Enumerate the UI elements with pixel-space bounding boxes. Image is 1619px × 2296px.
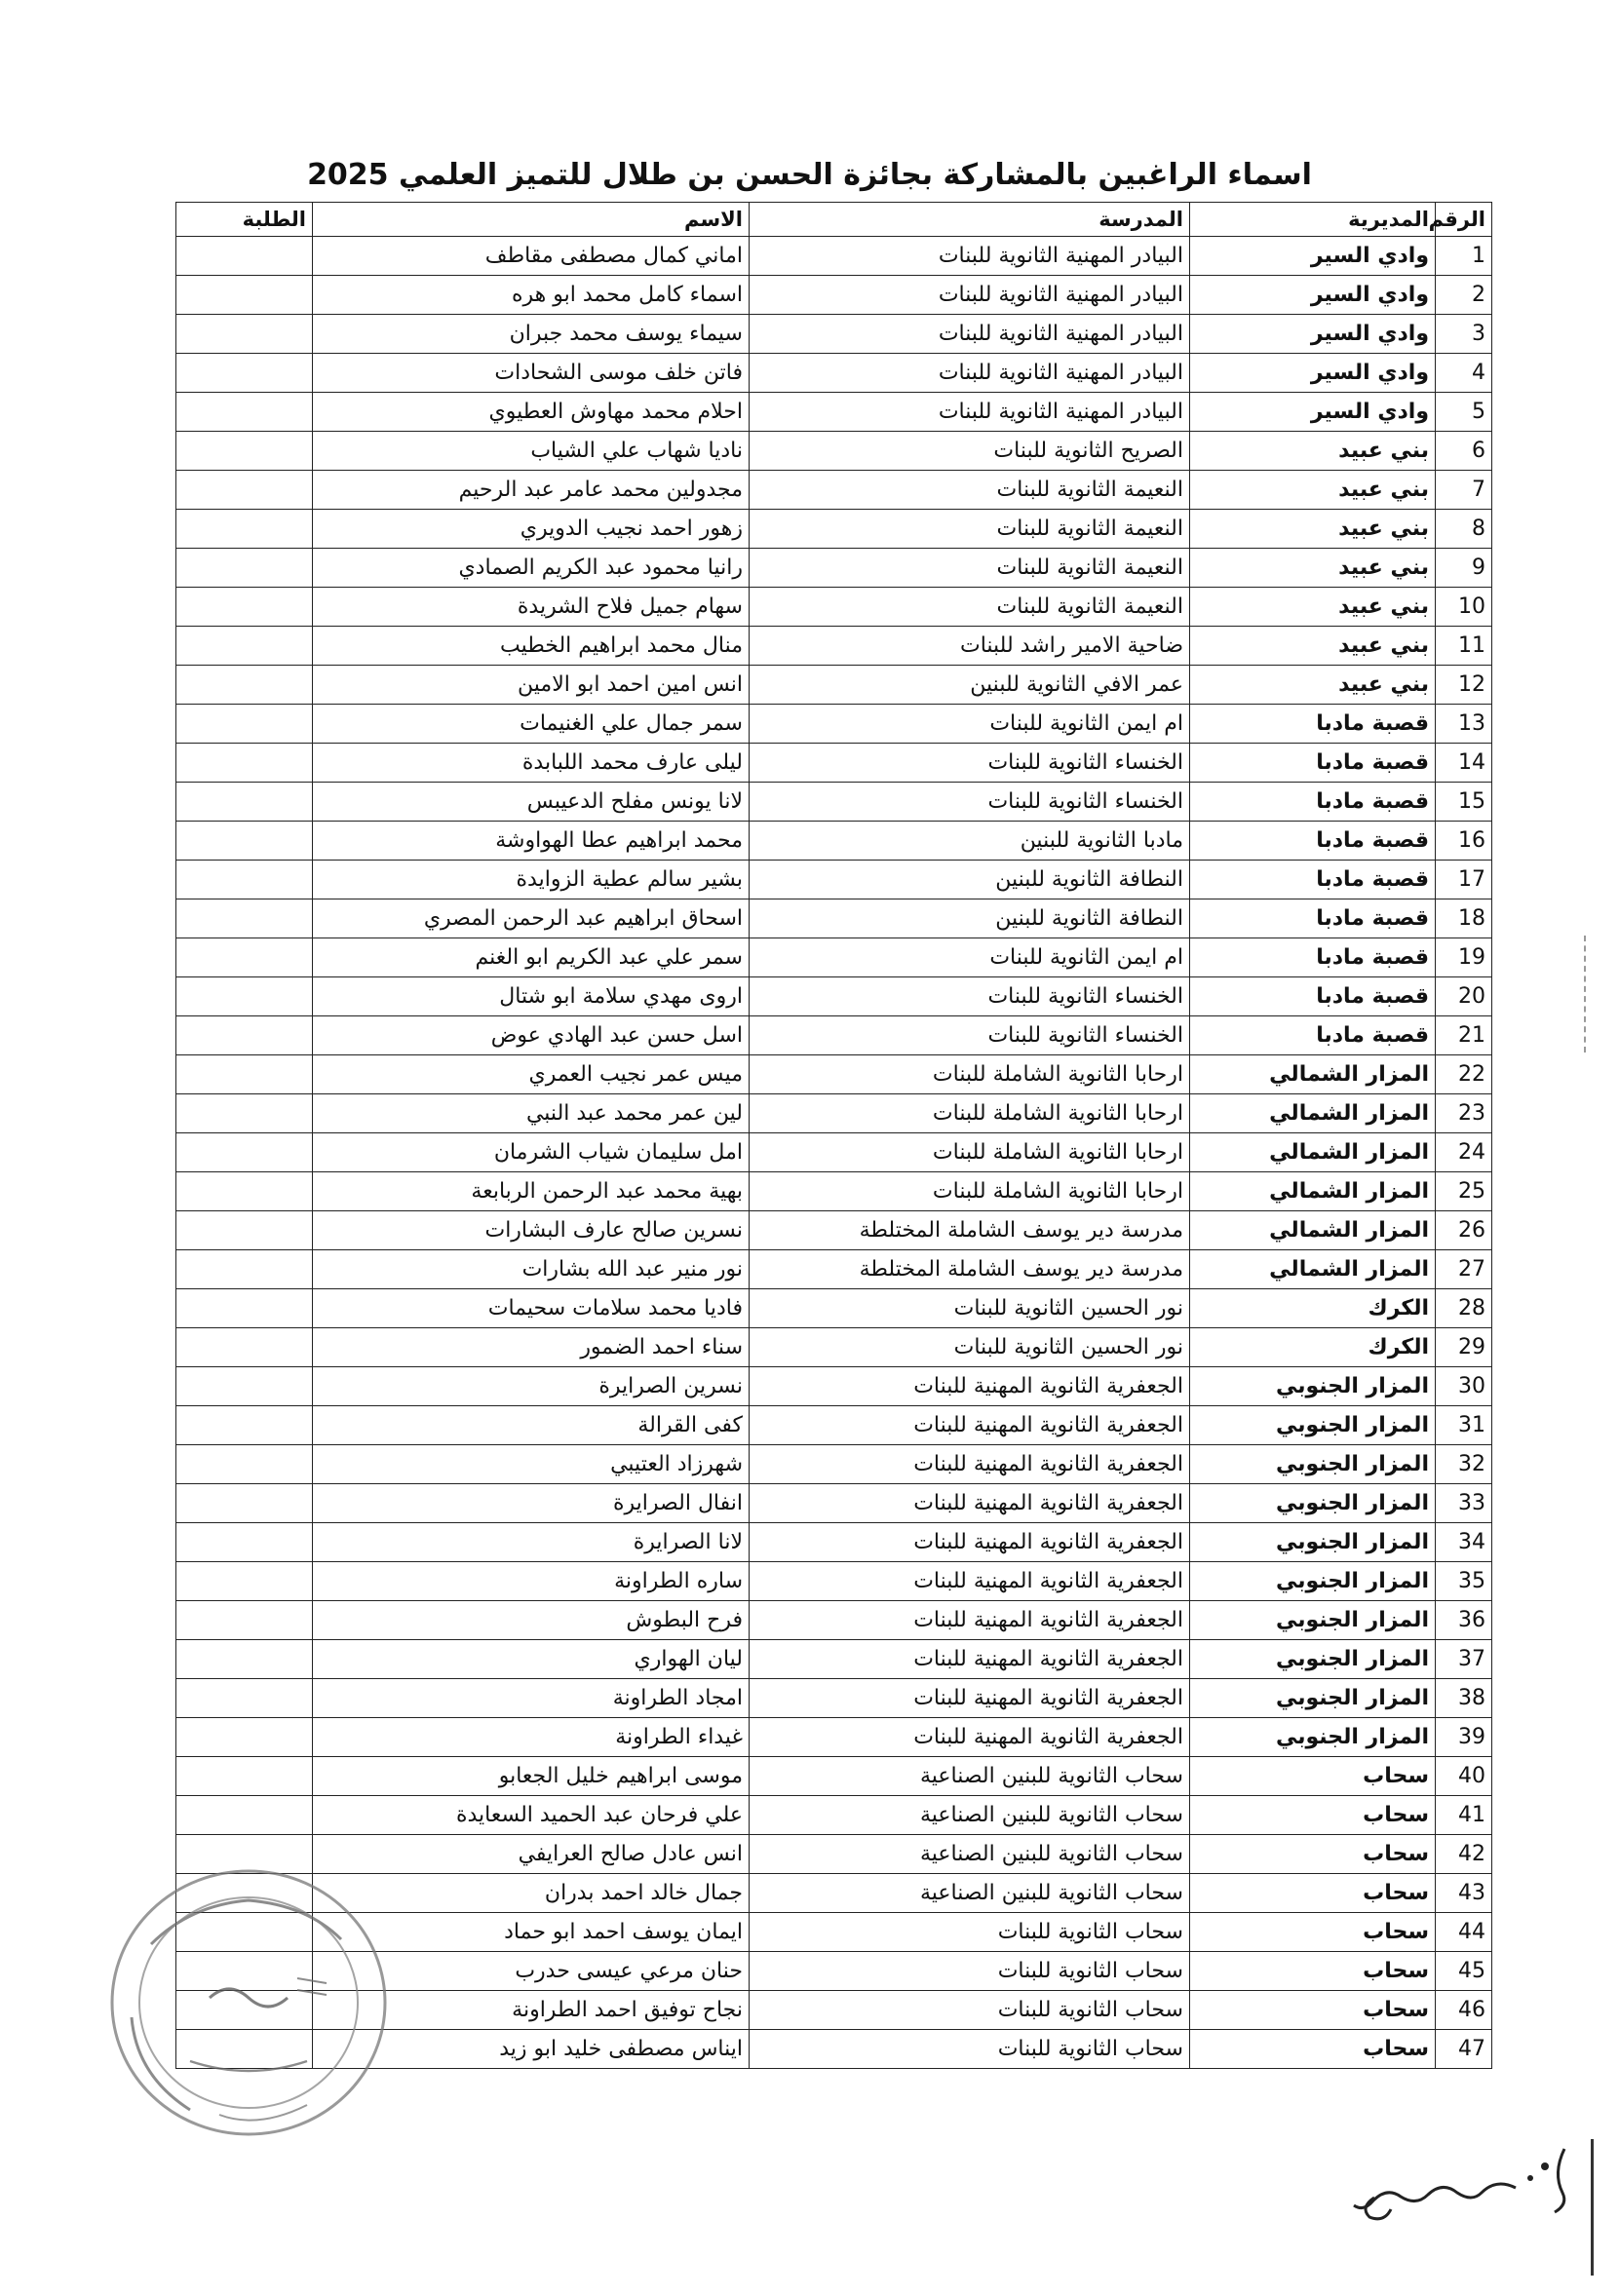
row-students (176, 705, 313, 744)
row-name: اسل حسن عبد الهادي عوض (313, 1016, 750, 1055)
row-name: لانا الصرايرة (313, 1523, 750, 1562)
row-school: ام ايمن الثانوية للبنات (750, 705, 1190, 744)
row-number: 7 (1436, 471, 1492, 510)
row-number: 10 (1436, 588, 1492, 627)
row-students (176, 977, 313, 1016)
row-directorate: الكرك (1190, 1328, 1436, 1367)
row-students (176, 1055, 313, 1094)
row-name: امجاد الطراونة (313, 1679, 750, 1718)
row-directorate: قصبة مادبا (1190, 744, 1436, 783)
row-name: نور منير عبد الله بشارات (313, 1250, 750, 1289)
row-number: 5 (1436, 393, 1492, 432)
table-row (176, 510, 1492, 549)
row-students (176, 938, 313, 977)
table-row (176, 1016, 1492, 1055)
table-row (176, 1757, 1492, 1796)
row-name: اسحاق ابراهيم عبد الرحمن المصري (313, 899, 750, 938)
table-row (176, 237, 1492, 276)
row-directorate: وادي السير (1190, 276, 1436, 315)
table-row (176, 861, 1492, 899)
row-number: 3 (1436, 315, 1492, 354)
row-directorate: سحاب (1190, 1952, 1436, 1991)
table-row (176, 588, 1492, 627)
row-school: الخنساء الثانوية للبنات (750, 1016, 1190, 1055)
table-row (176, 1055, 1492, 1094)
row-directorate: بني عبيد (1190, 471, 1436, 510)
row-number: 1 (1436, 237, 1492, 276)
row-school: البيادر المهنية الثانوية للبنات (750, 393, 1190, 432)
row-students (176, 588, 313, 627)
row-directorate: سحاب (1190, 1757, 1436, 1796)
row-name: جمال خالد احمد بدران (313, 1874, 750, 1913)
row-number: 34 (1436, 1523, 1492, 1562)
row-directorate: بني عبيد (1190, 588, 1436, 627)
row-directorate: سحاب (1190, 2030, 1436, 2069)
row-name: ساره الطراونة (313, 1562, 750, 1601)
row-school: سحاب الثانوية للبنات (750, 1952, 1190, 1991)
row-number: 37 (1436, 1640, 1492, 1679)
row-directorate: قصبة مادبا (1190, 822, 1436, 861)
row-name: حنان مرعي عيسى حدرب (313, 1952, 750, 1991)
row-students (176, 1523, 313, 1562)
row-number: 13 (1436, 705, 1492, 744)
row-number: 19 (1436, 938, 1492, 977)
table-row (176, 1445, 1492, 1484)
row-number: 9 (1436, 549, 1492, 588)
row-name: بهية محمد عبد الرحمن الربابعة (313, 1172, 750, 1211)
header-num: الرقم (1436, 203, 1492, 237)
row-school: مادبا الثانوية للبنين (750, 822, 1190, 861)
row-number: 41 (1436, 1796, 1492, 1835)
row-number: 47 (1436, 2030, 1492, 2069)
row-school: عمر الافي الثانوية للبنين (750, 666, 1190, 705)
row-directorate: المزار الشمالي (1190, 1172, 1436, 1211)
row-name: سمر جمال علي الغنيمات (313, 705, 750, 744)
row-directorate: المزار الجنوبي (1190, 1679, 1436, 1718)
header-students: الطلبة (176, 203, 313, 237)
row-directorate: وادي السير (1190, 393, 1436, 432)
row-school: الخنساء الثانوية للبنات (750, 977, 1190, 1016)
table-row (176, 1679, 1492, 1718)
row-name: سهام جميل فلاح الشريدة (313, 588, 750, 627)
row-school: الجعفرية الثانوية المهنية للبنات (750, 1601, 1190, 1640)
table-row (176, 1562, 1492, 1601)
row-students (176, 1640, 313, 1679)
row-school: الجعفرية الثانوية المهنية للبنات (750, 1406, 1190, 1445)
header-name: الاسم (313, 203, 750, 237)
row-name: انفال الصرايرة (313, 1484, 750, 1523)
row-students (176, 1328, 313, 1367)
row-number: 14 (1436, 744, 1492, 783)
row-students (176, 276, 313, 315)
row-name: احلام محمد مهاوش العطيوي (313, 393, 750, 432)
table-row (176, 1250, 1492, 1289)
row-school: الجعفرية الثانوية المهنية للبنات (750, 1679, 1190, 1718)
row-name: مجدولين محمد عامر عبد الرحيم (313, 471, 750, 510)
row-students (176, 1562, 313, 1601)
row-name: اماني كمال مصطفى مقاطف (313, 237, 750, 276)
row-directorate: قصبة مادبا (1190, 938, 1436, 977)
row-students (176, 627, 313, 666)
row-school: الخنساء الثانوية للبنات (750, 744, 1190, 783)
row-school: سحاب الثانوية للبنين الصناعية (750, 1796, 1190, 1835)
row-name: فاتن خلف موسى الشحادات (313, 354, 750, 393)
row-name: سيماء يوسف محمد جبران (313, 315, 750, 354)
row-directorate: بني عبيد (1190, 666, 1436, 705)
row-school: الصريح الثانوية للبنات (750, 432, 1190, 471)
row-students (176, 1679, 313, 1718)
table-row (176, 783, 1492, 822)
row-name: علي فرحان عبد الحميد السعايدة (313, 1796, 750, 1835)
row-school: مدرسة دير يوسف الشاملة المختلطة (750, 1250, 1190, 1289)
row-directorate: المزار الجنوبي (1190, 1484, 1436, 1523)
row-name: نسرين الصرايرة (313, 1367, 750, 1406)
row-school: سحاب الثانوية للبنات (750, 1913, 1190, 1952)
row-school: الجعفرية الثانوية المهنية للبنات (750, 1367, 1190, 1406)
row-number: 32 (1436, 1445, 1492, 1484)
row-school: النعيمة الثانوية للبنات (750, 588, 1190, 627)
row-number: 35 (1436, 1562, 1492, 1601)
row-directorate: وادي السير (1190, 354, 1436, 393)
row-number: 30 (1436, 1367, 1492, 1406)
row-school: النعيمة الثانوية للبنات (750, 549, 1190, 588)
row-school: ارحابا الثانوية الشاملة للبنات (750, 1055, 1190, 1094)
row-school: النطافة الثانوية للبنين (750, 861, 1190, 899)
row-name: كفى القرالة (313, 1406, 750, 1445)
row-school: البيادر المهنية الثانوية للبنات (750, 315, 1190, 354)
table-row (176, 1289, 1492, 1328)
table-row (176, 1718, 1492, 1757)
row-number: 28 (1436, 1289, 1492, 1328)
table-row (176, 354, 1492, 393)
row-directorate: قصبة مادبا (1190, 861, 1436, 899)
row-number: 43 (1436, 1874, 1492, 1913)
row-school: ارحابا الثانوية الشاملة للبنات (750, 1172, 1190, 1211)
row-school: الجعفرية الثانوية المهنية للبنات (750, 1484, 1190, 1523)
row-name: غيداء الطراونة (313, 1718, 750, 1757)
row-number: 11 (1436, 627, 1492, 666)
row-number: 26 (1436, 1211, 1492, 1250)
row-school: مدرسة دير يوسف الشاملة المختلطة (750, 1211, 1190, 1250)
row-number: 4 (1436, 354, 1492, 393)
row-directorate: سحاب (1190, 1835, 1436, 1874)
row-students (176, 1133, 313, 1172)
row-students (176, 1172, 313, 1211)
row-school: سحاب الثانوية للبنين الصناعية (750, 1835, 1190, 1874)
row-name: نسرين صالح عارف البشارات (313, 1211, 750, 1250)
row-name: زهور احمد نجيب الدويري (313, 510, 750, 549)
row-name: فاديا محمد سلامات سحيمات (313, 1289, 750, 1328)
row-school: سحاب الثانوية للبنين الصناعية (750, 1757, 1190, 1796)
row-number: 40 (1436, 1757, 1492, 1796)
row-students (176, 1718, 313, 1757)
row-name: ايمان يوسف احمد ابو حماد (313, 1913, 750, 1952)
row-students (176, 393, 313, 432)
row-name: انس امين احمد ابو الامين (313, 666, 750, 705)
row-directorate: المزار الشمالي (1190, 1211, 1436, 1250)
table-row (176, 393, 1492, 432)
participants-table (175, 202, 1492, 2069)
table-row (176, 744, 1492, 783)
table-row (176, 1094, 1492, 1133)
row-directorate: المزار الجنوبي (1190, 1718, 1436, 1757)
row-number: 2 (1436, 276, 1492, 315)
row-number: 24 (1436, 1133, 1492, 1172)
row-school: الجعفرية الثانوية المهنية للبنات (750, 1718, 1190, 1757)
row-number: 31 (1436, 1406, 1492, 1445)
row-name: لين عمر محمد عبد النبي (313, 1094, 750, 1133)
header-directorate: المديرية (1190, 203, 1436, 237)
row-name: اروى مهدي سلامة ابو شتال (313, 977, 750, 1016)
row-directorate: المزار الشمالي (1190, 1055, 1436, 1094)
row-students (176, 237, 313, 276)
row-school: البيادر المهنية الثانوية للبنات (750, 354, 1190, 393)
table-row (176, 977, 1492, 1016)
row-directorate: المزار الشمالي (1190, 1250, 1436, 1289)
table-row (176, 938, 1492, 977)
margin-mark (1584, 936, 1590, 1052)
row-number: 16 (1436, 822, 1492, 861)
row-number: 29 (1436, 1328, 1492, 1367)
row-number: 25 (1436, 1172, 1492, 1211)
row-name: ناديا شهاب علي الشياب (313, 432, 750, 471)
row-directorate: بني عبيد (1190, 510, 1436, 549)
row-school: سحاب الثانوية للبنين الصناعية (750, 1874, 1190, 1913)
row-directorate: سحاب (1190, 1874, 1436, 1913)
row-students (176, 354, 313, 393)
row-name: سناء احمد الضمور (313, 1328, 750, 1367)
row-directorate: قصبة مادبا (1190, 899, 1436, 938)
row-students (176, 1406, 313, 1445)
row-school: نور الحسين الثانوية للبنات (750, 1328, 1190, 1367)
row-number: 38 (1436, 1679, 1492, 1718)
table-row (176, 315, 1492, 354)
table-row (176, 549, 1492, 588)
row-number: 18 (1436, 899, 1492, 938)
table-row (176, 1796, 1492, 1835)
row-name: موسى ابراهيم خليل الجعابو (313, 1757, 750, 1796)
row-name: نجاح توفيق احمد الطراونة (313, 1991, 750, 2030)
row-students (176, 315, 313, 354)
row-school: ارحابا الثانوية الشاملة للبنات (750, 1094, 1190, 1133)
row-school: النطافة الثانوية للبنين (750, 899, 1190, 938)
row-students (176, 471, 313, 510)
row-number: 39 (1436, 1718, 1492, 1757)
row-school: نور الحسين الثانوية للبنات (750, 1289, 1190, 1328)
row-number: 12 (1436, 666, 1492, 705)
row-students (176, 1250, 313, 1289)
row-school: الجعفرية الثانوية المهنية للبنات (750, 1523, 1190, 1562)
row-school: ضاحية الامير راشد للبنات (750, 627, 1190, 666)
row-students (176, 1484, 313, 1523)
row-directorate: المزار الجنوبي (1190, 1640, 1436, 1679)
page-title: اسماء الراغبين بالمشاركة بجائزة الحسن بن طلال للتميز العلمي 2025 (307, 158, 1312, 192)
table-row (176, 899, 1492, 938)
table-row (176, 471, 1492, 510)
row-students (176, 510, 313, 549)
stamp-seal-icon (93, 1852, 405, 2154)
row-school: ام ايمن الثانوية للبنات (750, 938, 1190, 977)
row-school: الجعفرية الثانوية المهنية للبنات (750, 1640, 1190, 1679)
row-name: ميس عمر نجيب العمري (313, 1055, 750, 1094)
row-name: اسماء كامل محمد ابو هره (313, 276, 750, 315)
row-directorate: المزار الجنوبي (1190, 1406, 1436, 1445)
table-row (176, 1172, 1492, 1211)
row-number: 27 (1436, 1250, 1492, 1289)
row-directorate: المزار الشمالي (1190, 1094, 1436, 1133)
row-students (176, 1757, 313, 1796)
row-number: 33 (1436, 1484, 1492, 1523)
row-school: البيادر المهنية الثانوية للبنات (750, 276, 1190, 315)
table-header-row (176, 203, 1492, 237)
row-students (176, 899, 313, 938)
row-number: 6 (1436, 432, 1492, 471)
row-students (176, 549, 313, 588)
row-school: سحاب الثانوية للبنات (750, 2030, 1190, 2069)
row-school: الجعفرية الثانوية المهنية للبنات (750, 1445, 1190, 1484)
row-students (176, 822, 313, 861)
row-name: ليلى عارف محمد اللبابدة (313, 744, 750, 783)
row-name: ايناس مصطفى خليد ابو زيد (313, 2030, 750, 2069)
row-directorate: بني عبيد (1190, 549, 1436, 588)
table-row (176, 1523, 1492, 1562)
table-row (176, 432, 1492, 471)
row-number: 36 (1436, 1601, 1492, 1640)
row-name: رانيا محمود عبد الكريم الصمادي (313, 549, 750, 588)
table-row (176, 1406, 1492, 1445)
row-number: 21 (1436, 1016, 1492, 1055)
row-name: انس عادل صالح العرايفي (313, 1835, 750, 1874)
row-number: 45 (1436, 1952, 1492, 1991)
signature-icon (1335, 2139, 1579, 2227)
table-row (176, 1328, 1492, 1367)
edge-line (1591, 2139, 1594, 2276)
row-directorate: المزار الجنوبي (1190, 1562, 1436, 1601)
row-directorate: سحاب (1190, 1991, 1436, 2030)
row-directorate: بني عبيد (1190, 432, 1436, 471)
row-name: شهرزاد العتيبي (313, 1445, 750, 1484)
row-students (176, 783, 313, 822)
row-number: 42 (1436, 1835, 1492, 1874)
row-school: الخنساء الثانوية للبنات (750, 783, 1190, 822)
row-number: 17 (1436, 861, 1492, 899)
row-directorate: سحاب (1190, 1796, 1436, 1835)
row-students (176, 744, 313, 783)
row-directorate: المزار الشمالي (1190, 1133, 1436, 1172)
table-row (176, 276, 1492, 315)
row-students (176, 861, 313, 899)
table-row (176, 1640, 1492, 1679)
row-directorate: قصبة مادبا (1190, 705, 1436, 744)
table-body (176, 237, 1492, 2069)
row-students (176, 1796, 313, 1835)
row-name: ليان الهواري (313, 1640, 750, 1679)
row-students (176, 432, 313, 471)
row-school: سحاب الثانوية للبنات (750, 1991, 1190, 2030)
table-row (176, 627, 1492, 666)
row-students (176, 1289, 313, 1328)
table-row (176, 666, 1492, 705)
row-students (176, 1016, 313, 1055)
row-name: امل سليمان شياب الشرمان (313, 1133, 750, 1172)
table-row (176, 1133, 1492, 1172)
row-school: البيادر المهنية الثانوية للبنات (750, 237, 1190, 276)
row-number: 15 (1436, 783, 1492, 822)
row-number: 20 (1436, 977, 1492, 1016)
row-students (176, 1601, 313, 1640)
row-directorate: قصبة مادبا (1190, 977, 1436, 1016)
row-directorate: بني عبيد (1190, 627, 1436, 666)
table-row (176, 1211, 1492, 1250)
row-school: ارحابا الثانوية الشاملة للبنات (750, 1133, 1190, 1172)
row-school: الجعفرية الثانوية المهنية للبنات (750, 1562, 1190, 1601)
header-school: المدرسة (750, 203, 1190, 237)
row-name: فرح البطوش (313, 1601, 750, 1640)
row-directorate: المزار الجنوبي (1190, 1367, 1436, 1406)
row-number: 8 (1436, 510, 1492, 549)
table-row (176, 705, 1492, 744)
row-directorate: وادي السير (1190, 315, 1436, 354)
row-students (176, 666, 313, 705)
row-students (176, 1094, 313, 1133)
row-directorate: المزار الجنوبي (1190, 1445, 1436, 1484)
row-name: سمر علي عبد الكريم ابو الغنم (313, 938, 750, 977)
row-name: منال محمد ابراهيم الخطيب (313, 627, 750, 666)
table-row (176, 822, 1492, 861)
row-directorate: المزار الجنوبي (1190, 1601, 1436, 1640)
table-row (176, 1367, 1492, 1406)
row-students (176, 1211, 313, 1250)
row-directorate: الكرك (1190, 1289, 1436, 1328)
row-students (176, 1445, 313, 1484)
row-directorate: وادي السير (1190, 237, 1436, 276)
row-name: لانا يونس مفلح الدعيبس (313, 783, 750, 822)
table-row (176, 1484, 1492, 1523)
row-school: النعيمة الثانوية للبنات (750, 471, 1190, 510)
row-number: 46 (1436, 1991, 1492, 2030)
row-students (176, 1367, 313, 1406)
row-directorate: قصبة مادبا (1190, 1016, 1436, 1055)
row-name: محمد ابراهيم عطا الهواوشة (313, 822, 750, 861)
row-directorate: سحاب (1190, 1913, 1436, 1952)
row-name: بشير سالم عطية الزوايدة (313, 861, 750, 899)
row-number: 44 (1436, 1913, 1492, 1952)
table-row (176, 1601, 1492, 1640)
row-school: النعيمة الثانوية للبنات (750, 510, 1190, 549)
row-number: 23 (1436, 1094, 1492, 1133)
row-directorate: قصبة مادبا (1190, 783, 1436, 822)
row-directorate: المزار الجنوبي (1190, 1523, 1436, 1562)
row-number: 22 (1436, 1055, 1492, 1094)
